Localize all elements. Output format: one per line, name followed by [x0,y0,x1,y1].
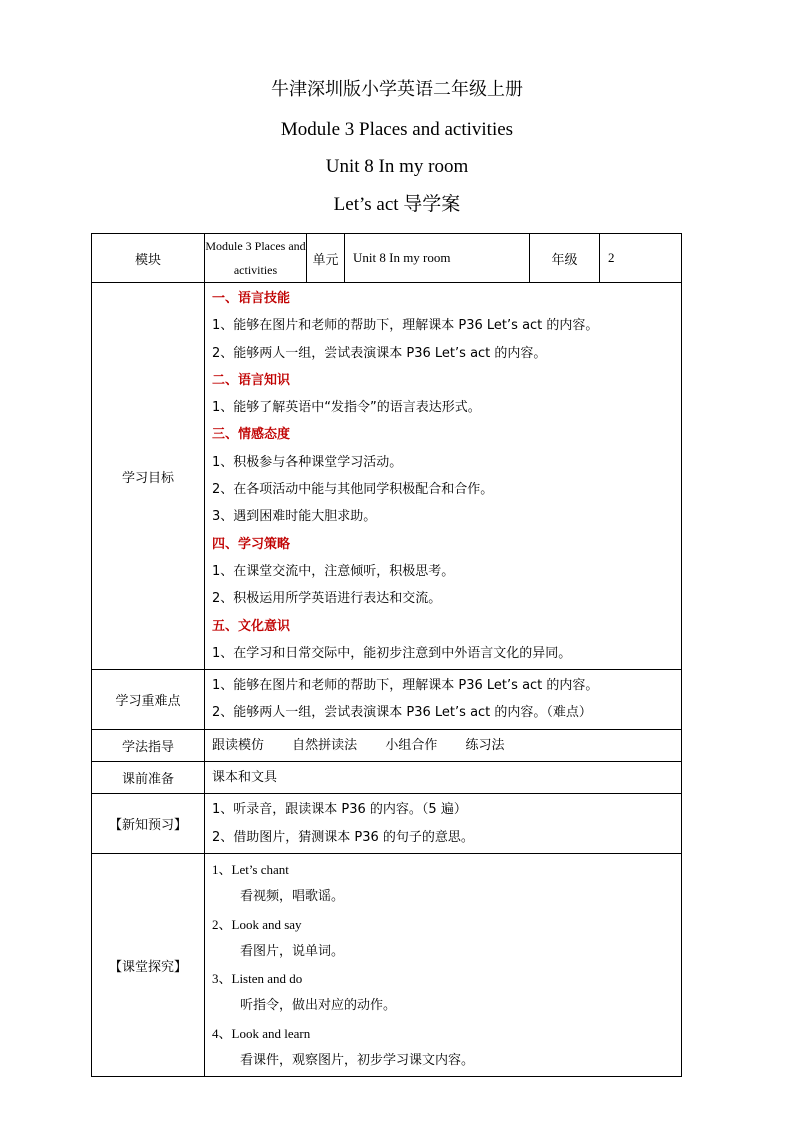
doc-title-module: Module 3 Places and activities [280,119,514,140]
preparation-row [92,762,682,794]
preview-content [205,794,682,854]
objective-heading: 四、学习策略 [212,536,291,552]
preview-label: 【新知预习】 [92,794,205,854]
objectives-label: 学习目标 [92,283,205,670]
explore-step-detail: 看图片，说单词。 [240,943,345,959]
preparation-label: 课前准备 [92,762,205,794]
preparation-content [205,762,682,794]
objective-heading: 五、文化意识 [212,618,291,634]
explore-label: 【课堂探究】 [92,853,205,1076]
objective-item: 2、能够两人一组，尝试表演课本 P36 Let’s act 的内容。 [212,345,547,361]
module-value: Module 3 Places and activities [205,234,307,283]
method-item: 跟读模仿 [212,737,265,753]
objective-item: 1、能够了解英语中“发指令”的语言表达形式。 [212,400,481,416]
unit-value: Unit 8 In my room [345,234,530,283]
preview-row [92,794,682,854]
explore-row [92,853,682,1076]
explore-step-title: 4、Look and learn [212,1025,311,1041]
methods-content [205,729,682,761]
module-label: 模块 [92,234,205,283]
doc-title-lesson: Let’s act 导学案 [333,194,461,215]
objectives-row [92,283,682,670]
key-point-item: 2、能够两人一组，尝试表演课本 P36 Let’s act 的内容。（难点） [212,705,592,721]
lesson-plan-table [91,233,682,1077]
objective-item: 1、在课堂交流中，注意倾听，积极思考。 [212,563,455,579]
preview-item: 1、听录音，跟读课本 P36 的内容。（5 遍） [212,802,467,818]
method-item: 小组合作 [385,737,438,753]
explore-content [205,853,682,1076]
methods-label: 学法指导 [92,729,205,761]
objective-item: 2、在各项活动中能与其他同学积极配合和合作。 [212,482,494,498]
doc-title-unit: Unit 8 In my room [325,156,469,177]
preview-item: 2、借助图片，猜测课本 P36 的句子的意思。 [212,829,474,845]
method-item: 自然拼读法 [292,737,358,753]
objective-item: 3、遇到困难时能大胆求助。 [212,509,377,525]
explore-step-detail: 看视频，唱歌谣。 [240,889,345,905]
key-point-item: 1、能够在图片和老师的帮助下，理解课本 P36 Let’s act 的内容。 [212,678,599,694]
objective-item: 2、积极运用所学英语进行表达和交流。 [212,591,442,607]
objective-heading: 二、语言知识 [212,372,291,388]
objective-item: 1、在学习和日常交际中，能初步注意到中外语言文化的异同。 [212,645,572,661]
grade-label: 年级 [530,234,600,283]
explore-step-title: 1、Let’s chant [212,861,289,877]
explore-step-detail: 听指令，做出对应的动作。 [240,998,397,1014]
explore-step-title: 3、Listen and do [212,971,303,987]
method-item: 练习法 [465,737,505,753]
key-points-label: 学习重难点 [92,670,205,730]
header-row [92,234,682,283]
key-points-row [92,670,682,730]
objective-heading: 一、语言技能 [212,291,291,306]
methods-row [92,729,682,761]
objective-item: 1、能够在图片和老师的帮助下，理解课本 P36 Let’s act 的内容。 [212,318,599,334]
preparation-value: 课本和文具 [212,770,278,786]
objectives-content [205,283,682,670]
objective-heading: 三、情感态度 [212,427,291,443]
explore-step-title: 2、Look and say [212,916,302,932]
objective-item: 1、积极参与各种课堂学习活动。 [212,454,403,470]
doc-title-cn: 牛津深圳版小学英语二年级上册 [271,79,523,100]
grade-value: 2 [600,234,682,283]
explore-step-detail: 看课件，观察图片，初步学习课文内容。 [240,1053,475,1069]
unit-label: 单元 [307,234,345,283]
key-points-content [205,670,682,730]
